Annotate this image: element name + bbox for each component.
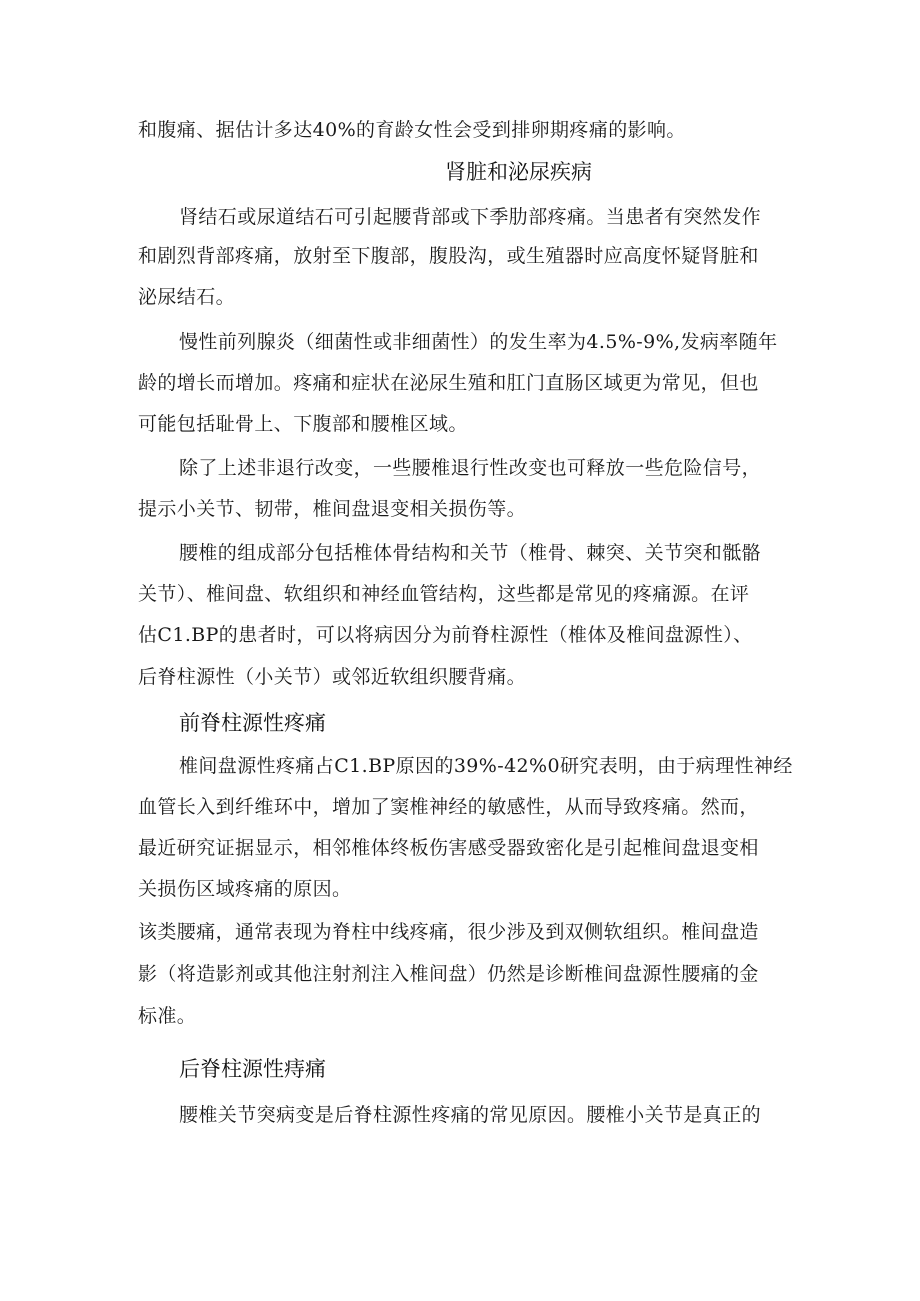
paragraph-line: 标准。 xyxy=(138,1005,197,1027)
paragraph-line: 除了上述非退行改变，一些腰椎退行性改变也可释放一些危险信号， xyxy=(179,457,762,479)
paragraph-line: 最近研究证据显示，相邻椎体终板伤害感受器致密化是引起椎间盘退变相 xyxy=(138,837,759,859)
paragraph-line: 提示小关节、韧带，椎间盘退变相关损伤等。 xyxy=(138,498,527,520)
paragraph-line: 估C1.BP的患者时，可以将病因分为前脊柱源性（椎体及椎间盘源性）、 xyxy=(138,624,753,646)
paragraph-line: 关节）、椎间盘、软组织和神经血管结构，这些都是常见的疼痛源。在评 xyxy=(138,583,750,605)
paragraph-line: 肾结石或尿道结石可引起腰背部或下季肋部疼痛。当患者有突然发作 xyxy=(179,206,762,228)
paragraph-line: 该类腰痛，通常表现为脊柱中线疼痛，很少涉及到双侧软组织。椎间盘造 xyxy=(138,921,759,943)
paragraph-line: 影（将造影剂或其他注射剂注入椎间盘）仍然是诊断椎间盘源性腰痛的金 xyxy=(138,963,759,985)
section-heading-kidney: 肾脏和泌尿疾病 xyxy=(445,160,592,184)
section-heading-posterior: 后脊柱源性痔痛 xyxy=(179,1057,326,1081)
intro-text-line: 和腹痛、据估计多达40%的育龄女性会受到排卵期疼痛的影响。 xyxy=(138,119,686,141)
paragraph-line: 泌尿结石。 xyxy=(138,286,236,308)
paragraph-line: 慢性前列腺炎（细菌性或非细菌性）的发生率为4.5%-9%,发病率随年 xyxy=(179,331,778,353)
paragraph-line: 龄的增长而增加。疼痛和症状在泌尿生殖和肛门直肠区域更为常见，但也 xyxy=(138,372,759,394)
paragraph-line: 后脊柱源性（小关节）或邻近软组织腰背痛。 xyxy=(138,666,527,688)
paragraph-line: 腰椎的组成部分包括椎体骨结构和关节（椎骨、棘突、关节突和骶骼 xyxy=(179,542,762,564)
paragraph-line: 椎间盘源性疼痛占C1.BP原因的39%-42%0研究表明，由于病理性神经 xyxy=(179,755,793,777)
section-heading-anterior: 前脊柱源性疼痛 xyxy=(179,711,326,735)
paragraph-line: 和剧烈背部疼痛，放射至下腹部，腹股沟，或生殖器时应高度怀疑肾脏和 xyxy=(138,245,759,267)
paragraph-line: 腰椎关节突病变是后脊柱源性疼痛的常见原因。腰椎小关节是真正的 xyxy=(179,1104,762,1126)
paragraph-line: 关损伤区域疼痛的原因。 xyxy=(138,878,352,900)
paragraph-line: 血管长入到纤维环中，增加了窦椎神经的敏感性，从而导致疼痛。然而， xyxy=(138,796,759,818)
paragraph-line: 可能包括耻骨上、下腹部和腰椎区域。 xyxy=(138,413,468,435)
